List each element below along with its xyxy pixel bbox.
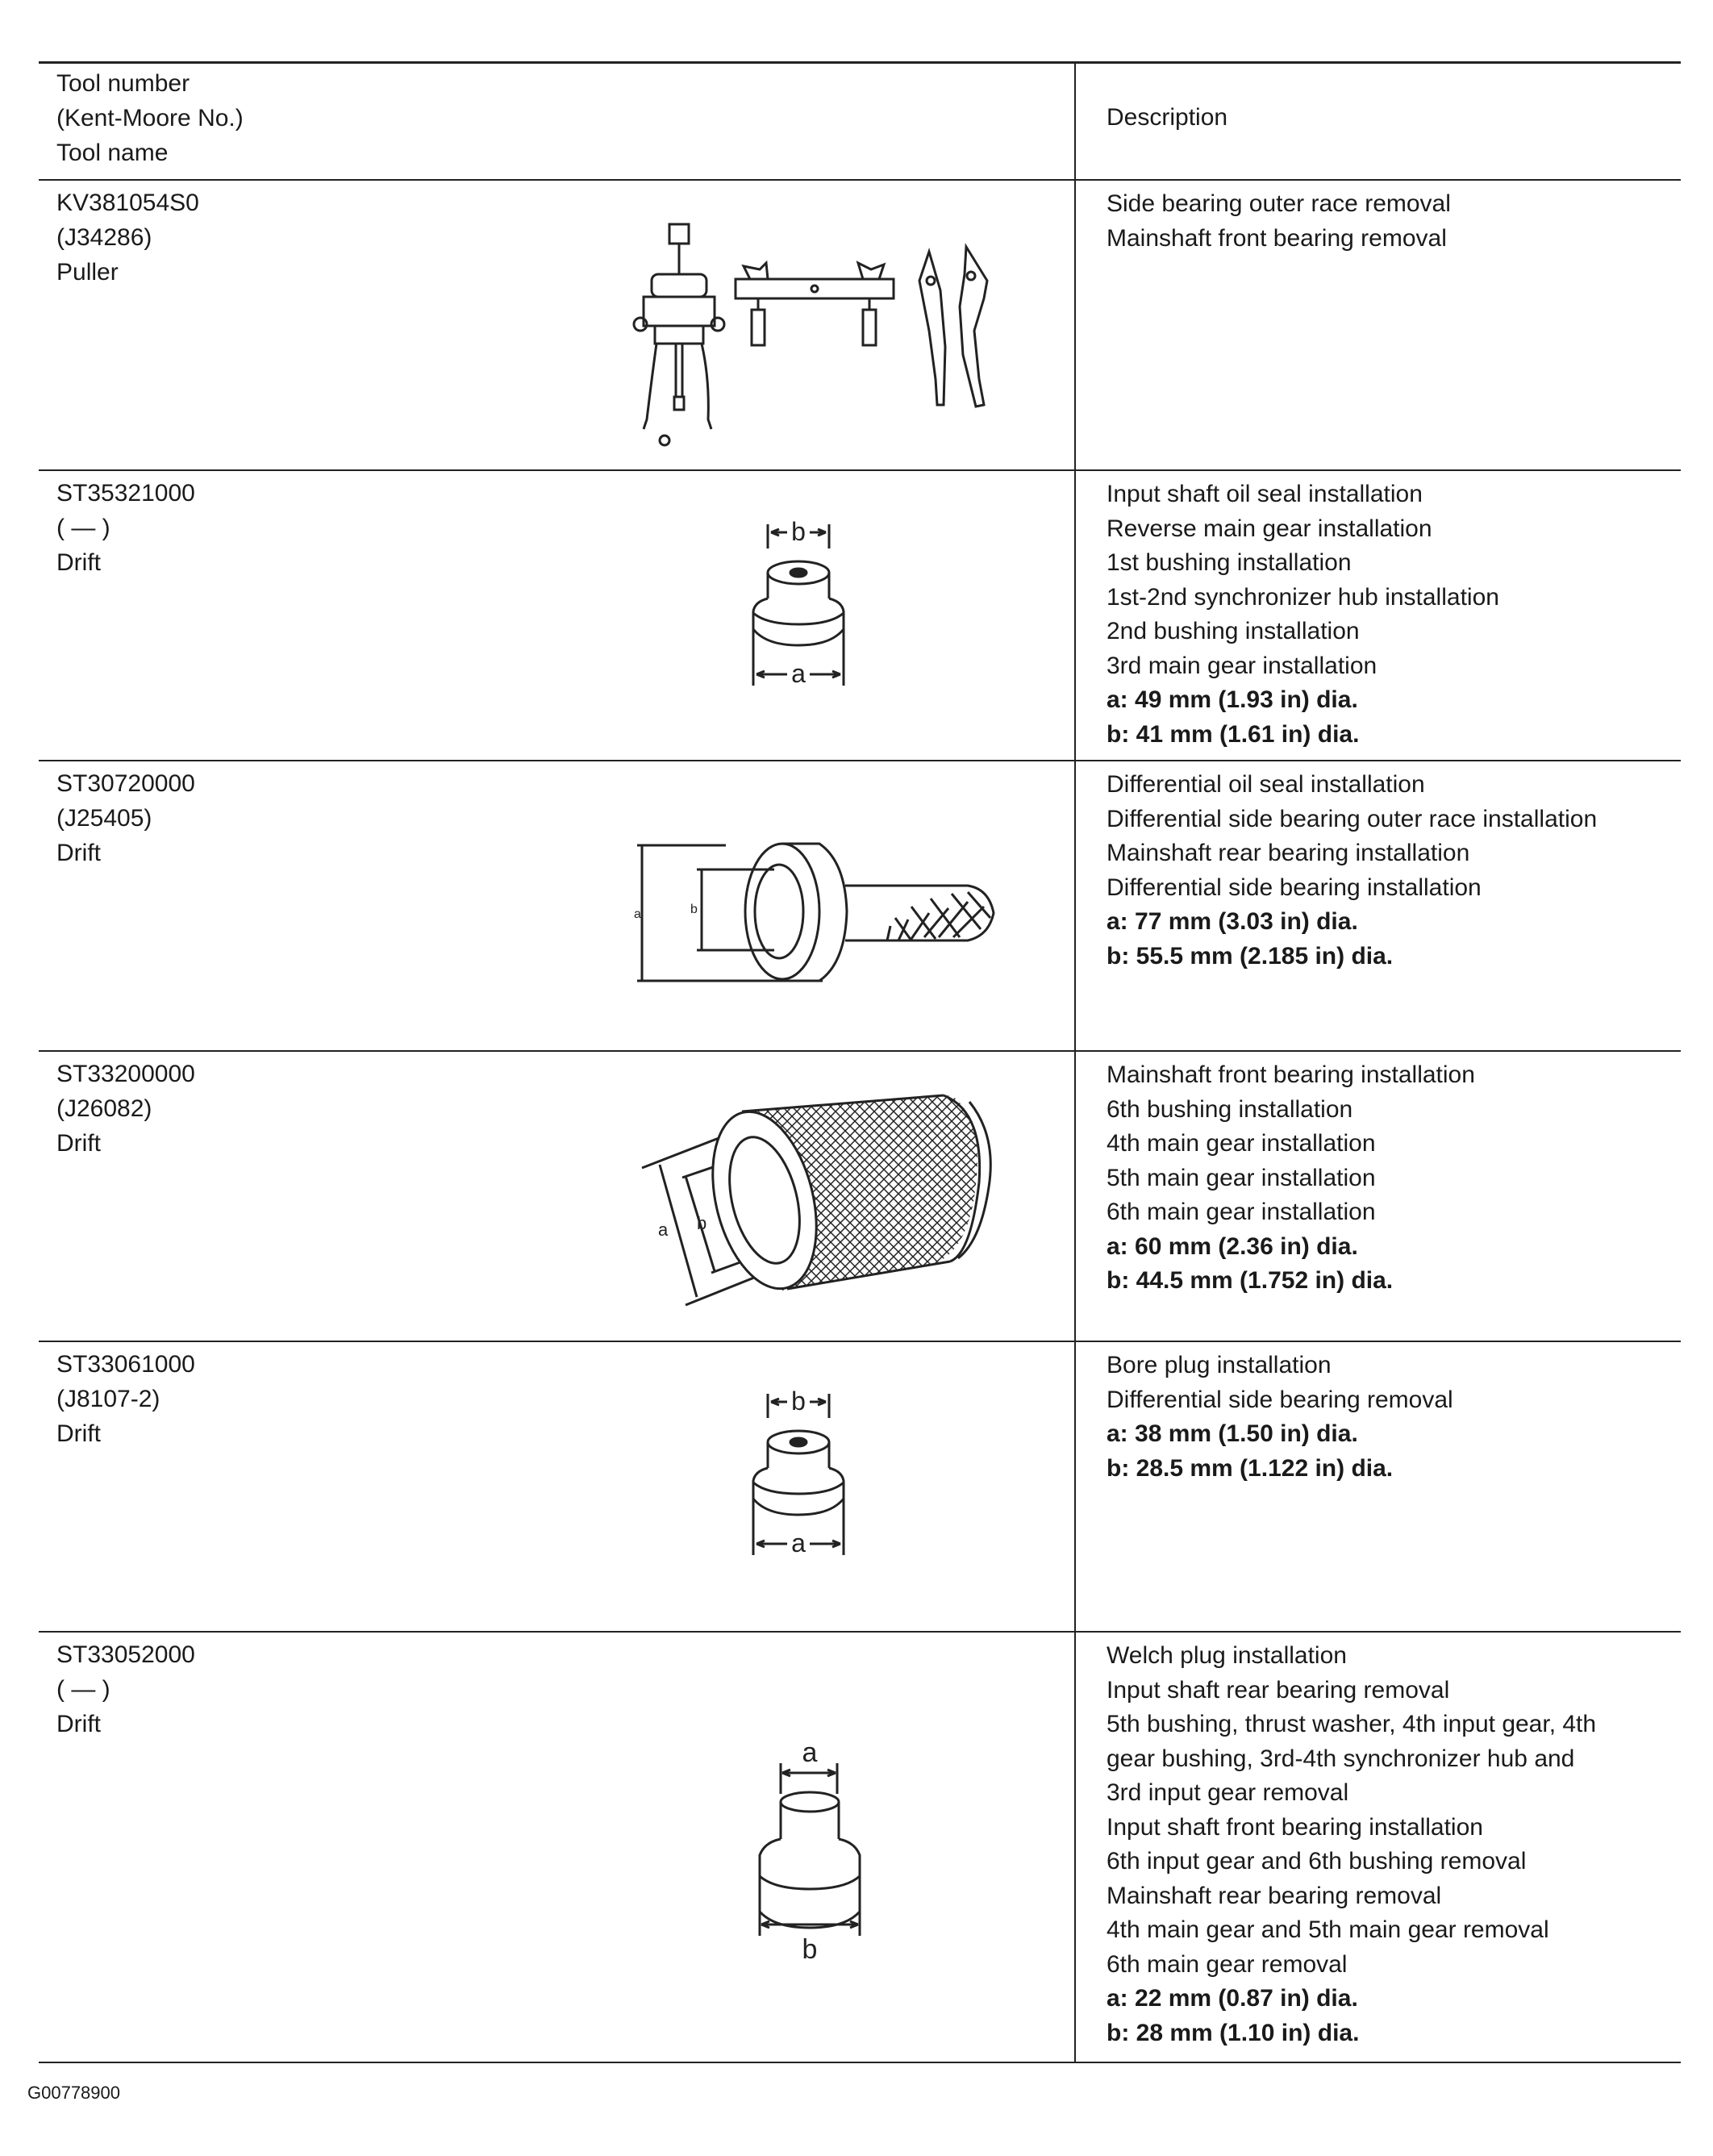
description-line: Mainshaft rear bearing installation xyxy=(1107,840,1470,866)
tool-number: ST33052000 xyxy=(56,1641,195,1668)
spec-line: b: 41 mm (1.61 in) dia. xyxy=(1107,720,1360,748)
tool-number: ST33200000 xyxy=(56,1061,195,1087)
tool-name: Drift xyxy=(56,1420,101,1447)
spec-line: b: 28 mm (1.10 in) dia. xyxy=(1107,2019,1360,2046)
header-description-column xyxy=(1107,101,1679,136)
description-line: 1st bushing installation xyxy=(1107,549,1352,576)
header-tool-line: (Kent-Moore No.) xyxy=(56,105,244,131)
description-line: 6th bushing installation xyxy=(1107,1095,1353,1123)
kent-moore-number: ( — ) xyxy=(56,1676,110,1703)
row-divider xyxy=(39,1341,1681,1342)
description-line: Bore plug installation xyxy=(1107,1352,1332,1378)
dimension-label-b: b xyxy=(690,903,698,916)
dimension-label-a: a xyxy=(791,659,806,688)
tool-cell xyxy=(56,1637,540,1741)
tool-cell xyxy=(56,1347,540,1451)
description-line: 3rd input gear removal xyxy=(1107,1779,1349,1806)
dimension-label-a: a xyxy=(802,1737,818,1768)
dimension-label-b: b xyxy=(697,1213,707,1233)
tool-name: Drift xyxy=(56,1711,101,1737)
header-tool-column xyxy=(56,66,540,170)
drift-illustration xyxy=(734,1378,863,1571)
kent-moore-number: (J26082) xyxy=(56,1095,152,1122)
row-divider xyxy=(39,760,1681,761)
kent-moore-number: (J8107-2) xyxy=(56,1386,160,1412)
description-cell xyxy=(1107,768,1679,974)
description-line: Differential side bearing removal xyxy=(1107,1386,1453,1413)
description-cell xyxy=(1107,1058,1679,1299)
tool-name: Drift xyxy=(56,549,101,576)
tool-cell xyxy=(56,766,540,870)
description-line: Reverse main gear installation xyxy=(1107,515,1432,542)
tool-name: Drift xyxy=(56,840,101,866)
header-tool-line: Tool number xyxy=(56,70,190,97)
knurled-drift-illustration xyxy=(637,1087,1000,1313)
description-line: 6th input gear and 6th bushing removal xyxy=(1107,1848,1527,1875)
drift-illustration xyxy=(734,508,863,702)
description-line: Input shaft oil seal installation xyxy=(1107,481,1423,507)
table-bottom-rule xyxy=(39,2062,1681,2063)
description-line: Differential side bearing outer race installation xyxy=(1107,805,1598,832)
tool-name: Puller xyxy=(56,259,119,286)
figure-code: G00778900 xyxy=(27,2083,120,2103)
description-line: Side bearing outer race removal xyxy=(1107,190,1451,217)
drift-handle-illustration xyxy=(629,829,1016,999)
spec-line: b: 44.5 mm (1.752 in) dia. xyxy=(1107,1267,1394,1294)
description-line: 3rd main gear installation xyxy=(1107,652,1377,679)
spec-line: a: 38 mm (1.50 in) dia. xyxy=(1107,1420,1358,1447)
dimension-label-a: a xyxy=(791,1528,806,1558)
description-line: 1st-2nd synchronizer hub installation xyxy=(1107,583,1499,611)
dimension-label-a: a xyxy=(658,1220,669,1240)
dimension-label-a: a xyxy=(634,907,641,921)
description-line: Input shaft front bearing installation xyxy=(1107,1813,1483,1841)
tool-cell xyxy=(56,476,540,580)
row-divider xyxy=(39,179,1681,181)
row-divider xyxy=(39,1631,1681,1633)
row-divider xyxy=(39,469,1681,471)
description-line: 4th main gear and 5th main gear removal xyxy=(1107,1916,1549,1943)
spec-line: a: 22 mm (0.87 in) dia. xyxy=(1107,1985,1358,2012)
tool-number: KV381054S0 xyxy=(56,190,199,216)
kent-moore-number: (J34286) xyxy=(56,224,152,251)
spec-line: b: 55.5 mm (2.185 in) dia. xyxy=(1107,942,1394,970)
spec-line: a: 60 mm (2.36 in) dia. xyxy=(1107,1232,1358,1260)
spec-line: a: 49 mm (1.93 in) dia. xyxy=(1107,686,1358,713)
description-cell xyxy=(1107,1349,1679,1486)
description-line: 6th main gear removal xyxy=(1107,1950,1348,1978)
kent-moore-number: (J25405) xyxy=(56,805,152,832)
tool-cell xyxy=(56,186,540,290)
description-cell xyxy=(1107,187,1679,256)
description-line: 4th main gear installation xyxy=(1107,1130,1376,1157)
description-line: 5th main gear installation xyxy=(1107,1164,1376,1191)
description-line: 6th main gear installation xyxy=(1107,1199,1376,1225)
description-cell xyxy=(1107,1639,1679,2050)
description-line: Differential oil seal installation xyxy=(1107,771,1425,798)
description-line: Input shaft rear bearing removal xyxy=(1107,1676,1450,1704)
description-cell xyxy=(1107,477,1679,752)
tool-number: ST30720000 xyxy=(56,770,195,797)
header-tool-line: Tool name xyxy=(56,140,169,166)
spec-line: a: 77 mm (3.03 in) dia. xyxy=(1107,908,1358,935)
column-divider xyxy=(1074,61,1076,2063)
tool-number: ST33061000 xyxy=(56,1351,195,1378)
dimension-label-b: b xyxy=(802,1934,818,1965)
kent-moore-number: ( — ) xyxy=(56,515,110,541)
row-divider xyxy=(39,1050,1681,1052)
table-top-rule xyxy=(39,61,1681,64)
dimension-label-b: b xyxy=(791,1387,806,1416)
puller-illustration xyxy=(629,218,1008,452)
description-line: gear bushing, 3rd-4th synchronizer hub and xyxy=(1107,1745,1575,1772)
description-line: Mainshaft rear bearing removal xyxy=(1107,1882,1442,1909)
spec-line: b: 28.5 mm (1.122 in) dia. xyxy=(1107,1454,1394,1482)
tool-name: Drift xyxy=(56,1130,101,1157)
description-line: Mainshaft front bearing installation xyxy=(1107,1061,1475,1088)
dimension-label-b: b xyxy=(791,517,806,546)
description-line: Mainshaft front bearing removal xyxy=(1107,224,1447,252)
description-line: 2nd bushing installation xyxy=(1107,618,1360,644)
description-line: 5th bushing, thrust washer, 4th input gear, 4th xyxy=(1107,1711,1597,1737)
stepped-drift-illustration xyxy=(742,1734,871,1968)
description-line: Differential side bearing installation xyxy=(1107,874,1482,901)
tool-cell xyxy=(56,1057,540,1161)
header-description: Description xyxy=(1107,104,1228,131)
description-line: Welch plug installation xyxy=(1107,1642,1347,1669)
tool-number: ST35321000 xyxy=(56,480,195,507)
